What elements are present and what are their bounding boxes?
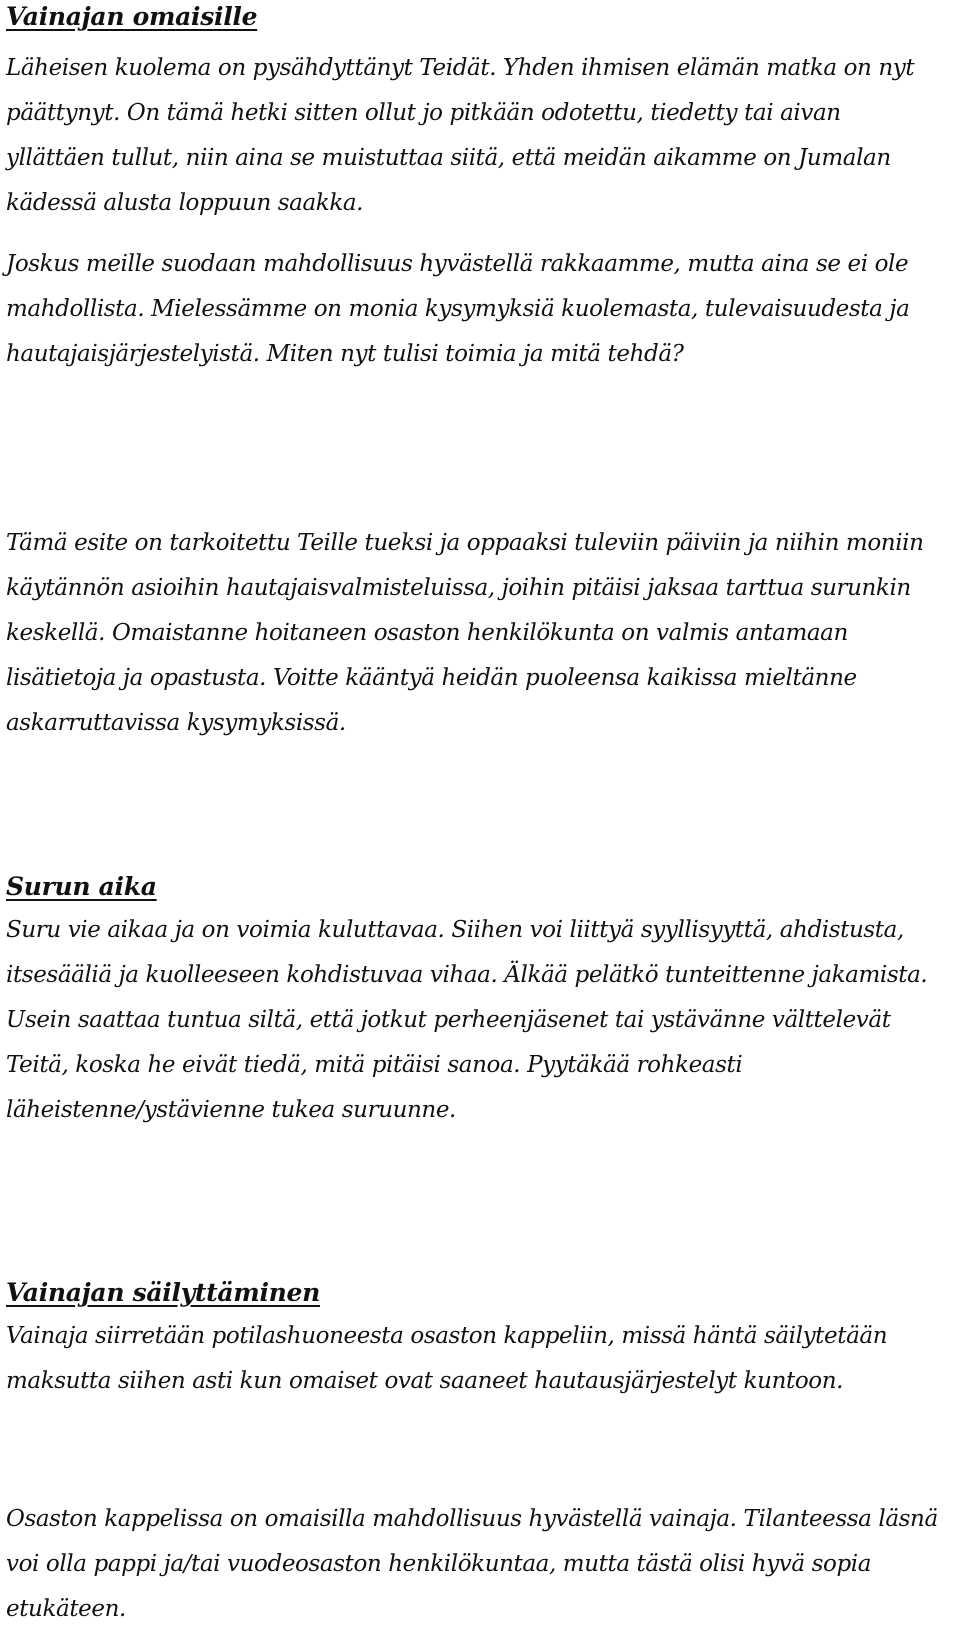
paragraph-intro-2: Joskus meille suodaan mahdollisuus hyvästellä rakkaamme, mutta aina se ei ole mahdollista. Mielessämme on monia kysymyksiä kuolemasta, tulevaisuudesta ja hautajaisjärjestelyistä. Miten nyt tulisi toimia ja mitä tehdä? [6, 251, 910, 367]
heading-vainajan-omaisille: Vainajan omaisille [6, 2, 258, 31]
paragraph-intro-3: Tämä esite on tarkoitettu Teille tueksi ja oppaaksi tuleviin päiviin ja niihin moniin käytännön asioihin hautajaisvalmisteluissa, joihin pitäisi jaksaa tarttua surunkin keskellä. Omaistanne hoitaneen osaston henkilökunta on valmis antamaan lisätietoja ja opastusta. Voitte kääntyä heidän puoleensa kaikissa mieltänne askarruttavissa kysymyksissä. [6, 530, 924, 736]
paragraph-storage-1: Vainaja siirretään potilashuoneesta osaston kappeliin, missä häntä säilytetään maksutta siihen asti kun omaiset ovat saaneet hautausjärjestelyt kuntoon. [6, 1323, 888, 1394]
paragraph-storage-2: Osaston kappelissa on omaisilla mahdollisuus hyvästellä vainaja. Tilanteessa läsnä voi olla pappi ja/tai vuodeosaston henkilökuntaa, mutta tästä olisi hyvä sopia etukäteen. [6, 1506, 938, 1622]
heading-surun-aika: Surun aika [6, 872, 157, 901]
heading-vainajan-sailyttaminen: Vainajan säilyttäminen [6, 1278, 320, 1307]
paragraph-grief-1: Suru vie aikaa ja on voimia kuluttavaa. Siihen voi liittyä syyllisyyttä, ahdistusta, itsesääliä ja kuolleeseen kohdistuvaa vihaa. Älkää pelätkö tunteittenne jakamista. Usein saattaa tuntua siltä, että jotkut perheenjäsenet tai ystävänne välttelevät Teitä, koska he eivät tiedä, mitä pitäisi sanoa. Pyytäkää rohkeasti läheistenne/ystävienne tukea suruunne. [6, 917, 928, 1123]
paragraph-intro-1: Läheisen kuolema on pysähdyttänyt Teidät. Yhden ihmisen elämän matka on nyt päättynyt. On tämä hetki sitten ollut jo pitkään odotettu, tiedetty tai aivan yllättäen tullut, niin aina se muistuttaa siitä, että meidän aikamme on Jumalan kädessä alusta loppuun saakka. [6, 55, 915, 216]
